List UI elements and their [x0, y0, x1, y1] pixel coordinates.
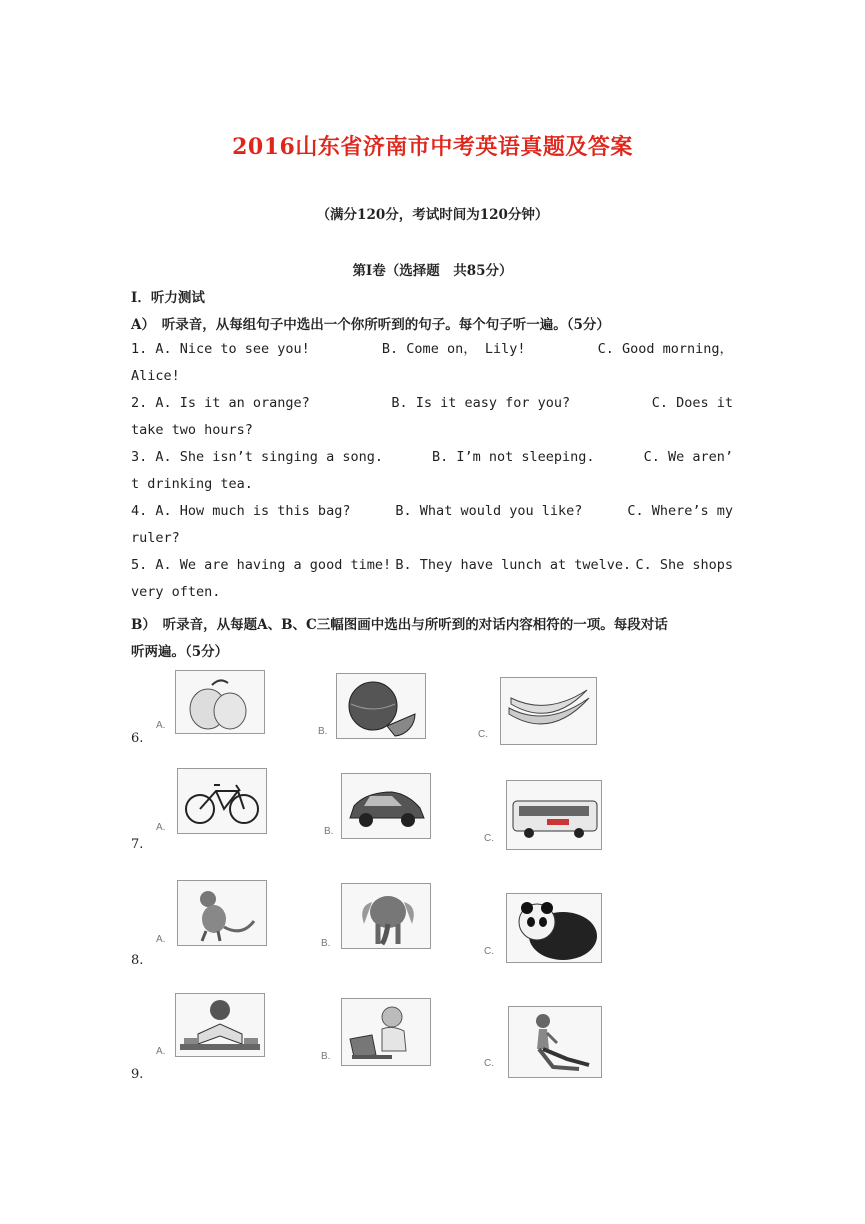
bus-icon: [506, 780, 602, 850]
q2-option-b: B. Is it easy for you?: [391, 395, 571, 411]
page-title: 2016山东省济南市中考英语真题及答案: [232, 134, 633, 160]
q7-label-a: A.: [156, 822, 166, 833]
monkey-icon: [177, 880, 267, 946]
q1-continuation: Alice!: [131, 368, 180, 384]
q6-label-a: A.: [156, 720, 166, 731]
exam-info: （满分120分，考试时间为120分钟）: [316, 207, 549, 223]
q7-label-b: B.: [324, 826, 334, 837]
part-a-questions: [131, 336, 733, 606]
q2-continuation: take two hours?: [131, 422, 253, 438]
laptop-girl-icon: [341, 998, 431, 1066]
question-2: [131, 390, 733, 417]
part-a-instruction: A） 听录音，从每组句子中选出一个你所听到的句子。每个句子听一遍。（5分）: [131, 317, 610, 333]
q5-option-b: B. They have lunch at twelve.: [395, 557, 632, 573]
question-7-number: 7.: [131, 837, 144, 852]
q9-label-b: B.: [321, 1051, 331, 1062]
q9-label-c: C.: [484, 1058, 494, 1069]
q3-option-b: B. I’m not sleeping.: [432, 449, 595, 465]
q6-label-b: B.: [318, 726, 328, 737]
car-icon: [341, 773, 431, 839]
part-b-instruction-line2: 听两遍。（5分）: [131, 644, 229, 660]
elephant-icon: [341, 883, 431, 949]
question-9-number: 9.: [131, 1067, 144, 1082]
section-title: Ⅰ．听力测试: [131, 290, 205, 306]
q2-option-a: 2. A. Is it an orange?: [131, 395, 310, 411]
q9-label-a: A.: [156, 1046, 166, 1057]
bicycle-icon: [177, 768, 267, 834]
q4-option-b: B. What would you like?: [395, 503, 583, 519]
q3-option-a: 3. A. She isn’t singing a song.: [131, 449, 383, 465]
q6-label-c: C.: [478, 729, 488, 740]
q3-option-c: C. We aren’: [643, 449, 733, 465]
q1-option-a: 1. A. Nice to see you!: [131, 341, 310, 357]
q3-continuation: t drinking tea.: [131, 476, 253, 492]
q4-continuation: ruler?: [131, 530, 180, 546]
reading-girl-icon: [175, 993, 265, 1057]
question-4: [131, 498, 733, 525]
watermelon-icon: [336, 673, 426, 739]
q5-option-a: 5. A. We are having a good time!: [131, 557, 392, 573]
paper-heading: 第Ⅰ卷（选择题 共85分）: [352, 263, 513, 279]
question-5: [131, 552, 733, 579]
q8-label-c: C.: [484, 946, 494, 957]
panda-icon: [506, 893, 602, 963]
question-6-number: 6.: [131, 731, 144, 746]
q4-option-a: 4. A. How much is this bag?: [131, 503, 351, 519]
q1-option-c: C. Good morning，: [597, 341, 733, 357]
q5-option-c: C. She shops: [635, 557, 733, 573]
q8-label-b: B.: [321, 938, 331, 949]
bananas-icon: [500, 677, 597, 745]
question-3: [131, 444, 733, 471]
q5-continuation: very often.: [131, 584, 221, 600]
q4-option-c: C. Where’s my: [627, 503, 733, 519]
question-8-number: 8.: [131, 953, 144, 968]
pears-icon: [175, 670, 265, 734]
q7-label-c: C.: [484, 833, 494, 844]
question-1: [131, 336, 733, 363]
q2-option-c: C. Does it: [651, 395, 733, 411]
sitting-girl-icon: [508, 1006, 602, 1078]
q1-option-b: B. Come on， Lily!: [381, 341, 526, 357]
part-b-instruction-line1: B） 听录音，从每题A、B、C三幅图画中选出与所听到的对话内容相符的一项。每段对话: [131, 617, 668, 633]
q8-label-a: A.: [156, 934, 166, 945]
